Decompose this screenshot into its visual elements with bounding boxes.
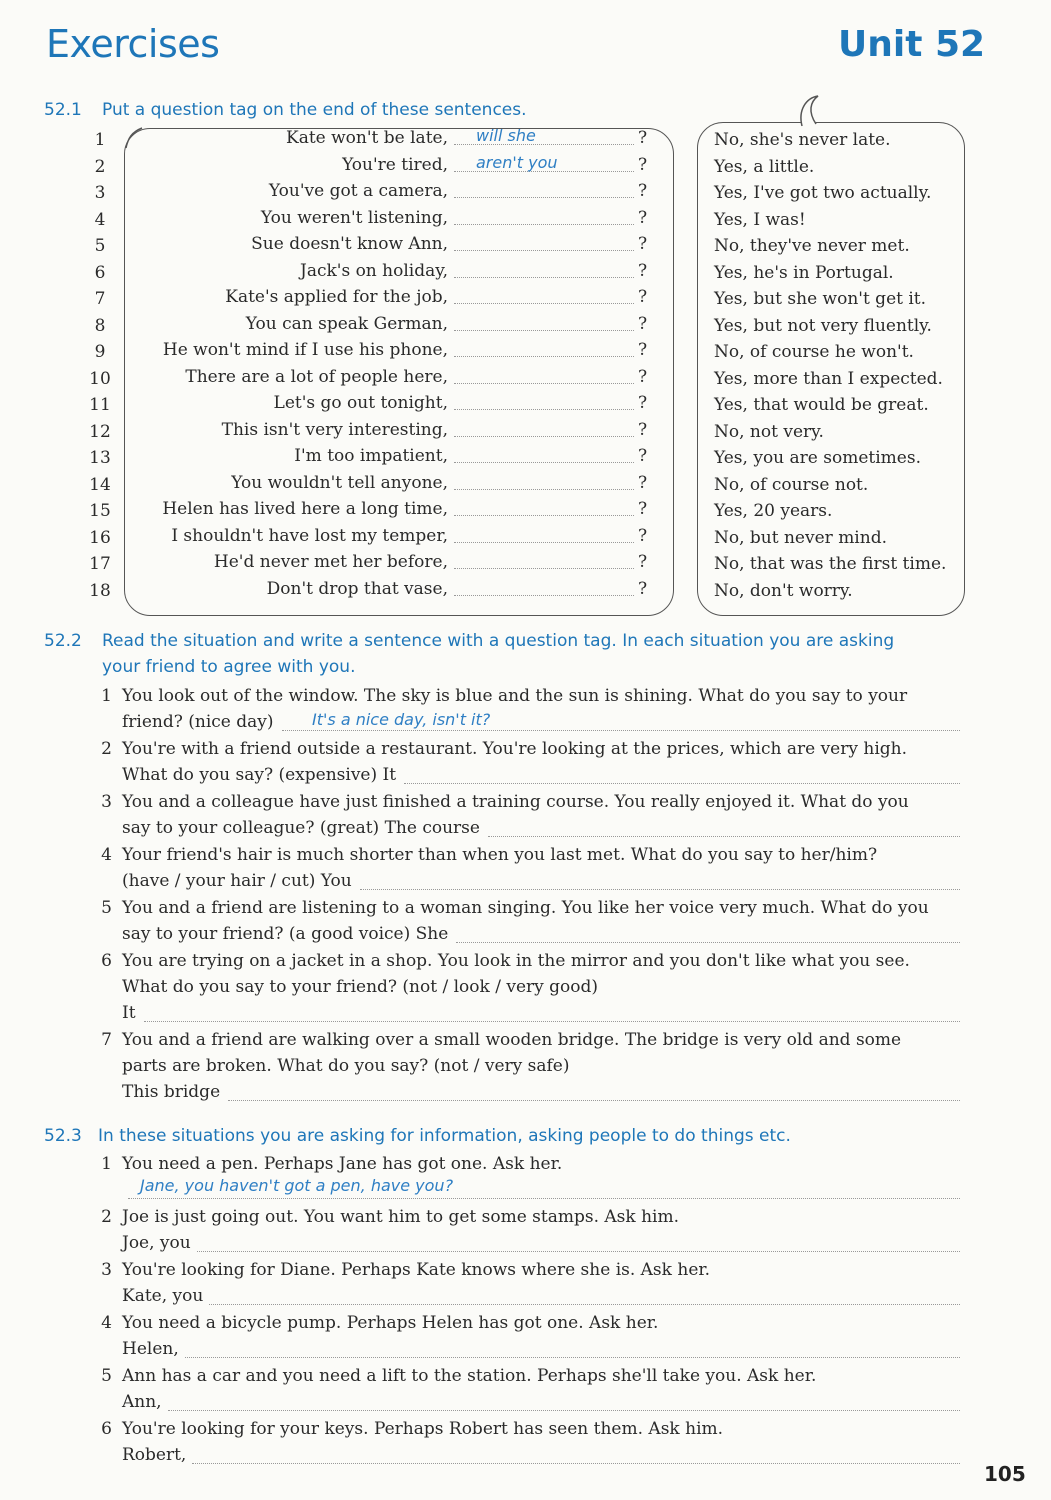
item-number: 8 [94,315,106,336]
tag-row [80,393,680,419]
exercise-instruction: Put a question tag on the end of these sentences. [102,100,527,120]
item-number: 18 [89,580,111,601]
answer-text[interactable]: It's a nice day, isn't it? [312,710,491,729]
speech-tail-icon [780,92,840,132]
sentence-text: I'm too impatient, [294,446,448,466]
question-mark: ? [638,287,648,307]
question-mark: ? [638,578,648,599]
item-number: 9 [94,342,106,362]
answer-prefix: Joe, you [122,1233,191,1253]
answer-line[interactable] [168,1410,960,1411]
answer-line[interactable] [454,303,634,304]
exercise-number: 52.3 [44,1126,82,1146]
reply-text: Yes, 20 years. [714,501,833,521]
item-number: 5 [101,898,112,918]
situation-item [98,1030,960,1110]
item-number: 2 [94,156,106,177]
answer-line[interactable] [454,568,634,569]
item-number: 6 [101,1419,112,1439]
answer-line[interactable] [456,942,960,943]
item-number: 14 [89,474,111,495]
tag-row [80,499,680,525]
exercise-number: 52.2 [44,631,82,651]
sentence-text: You weren't listening, [260,207,448,228]
answer-line[interactable] [144,1021,960,1022]
item-number: 17 [89,554,111,574]
tag-row [80,208,680,234]
situation-prompt: say to your colleague? (great) The course [122,818,480,838]
reply-text: Yes, I was! [714,209,806,230]
answer-line[interactable] [454,515,634,516]
answer-line[interactable] [454,330,634,331]
sentence-text: Jack's on holiday, [300,260,448,281]
question-mark: ? [638,366,648,387]
tag-row [80,420,680,446]
page-title: Exercises [46,22,220,66]
item-number: 1 [101,686,112,706]
item-number: 4 [101,845,112,865]
item-number: 2 [101,739,112,759]
situation-text: You look out of the window. The sky is blue and the sun is shining. What do you say to your [122,686,908,706]
answer-line[interactable] [404,783,960,784]
item-number: 7 [94,289,106,309]
situation-text: You and a friend are walking over a small wooden bridge. The bridge is very old and some [122,1030,902,1050]
answer-prefix: Helen, [122,1339,179,1359]
question-mark: ? [638,472,648,493]
answer-line[interactable] [360,889,960,890]
reply-text: Yes, but not very fluently. [714,315,932,336]
item-number: 15 [89,501,111,521]
item-number: 4 [94,209,106,230]
answer-line[interactable] [454,383,634,384]
item-number: 6 [94,262,106,283]
situation-text: You're looking for Diane. Perhaps Kate knows where she is. Ask her. [122,1260,711,1280]
answer-line[interactable] [454,197,634,198]
reply-text: Yes, more than I expected. [714,368,943,389]
reply-text: No, that was the first time. [714,554,947,574]
answer-line[interactable] [488,836,960,837]
question-mark: ? [638,499,648,519]
question-mark: ? [638,552,648,572]
question-mark: ? [638,419,648,440]
item-number: 2 [101,1207,112,1227]
situation-text: You are trying on a jacket in a shop. You look in the mirror and you don't like what you see. [122,951,910,971]
item-number: 16 [89,527,111,548]
item-number: 3 [101,792,112,812]
situation-prompt: parts are broken. What do you say? (not / very safe) [122,1056,570,1076]
sentence-text: This isn't very interesting, [221,419,448,440]
tag-row [80,340,680,366]
tag-row [80,473,680,499]
item-number: 13 [89,448,111,468]
reply-text: No, don't worry. [714,580,853,601]
situation-text: You're looking for your keys. Perhaps Robert has seen them. Ask him. [122,1419,724,1439]
reply-text: Yes, but she won't get it. [714,289,927,309]
sentence-text: Let's go out tonight, [273,393,448,413]
reply-text: No, they've never met. [714,236,910,256]
sentence-text: You wouldn't tell anyone, [231,472,448,493]
answer-line[interactable] [128,1198,960,1199]
answer-prefix: Robert, [122,1445,187,1465]
question-mark: ? [638,313,648,334]
answer-prefix: This bridge [122,1082,221,1102]
answer-line[interactable] [197,1251,960,1252]
answer-line[interactable] [454,356,634,357]
sentence-text: He won't mind if I use his phone, [162,340,448,360]
exercise-instruction-continued: your friend to agree with you. [102,657,356,677]
reply-text: Yes, you are sometimes. [714,448,921,468]
answer-line[interactable] [185,1357,960,1358]
answer-line[interactable] [282,730,960,731]
answer-line[interactable] [454,462,634,463]
situation-text: You need a pen. Perhaps Jane has got one. Ask her. [122,1154,563,1174]
sentence-text: You're tired, [342,154,448,175]
sentence-text: Kate's applied for the job, [225,287,448,307]
tag-row [80,526,680,552]
reply-text: Yes, I've got two actually. [714,183,932,203]
situation-prompt: What do you say? (expensive) It [122,765,397,785]
answer-text[interactable]: aren't you [476,152,558,172]
answer-line[interactable] [454,250,634,251]
sentence-text: You can speak German, [245,313,448,334]
item-number: 5 [101,1366,112,1386]
tag-row [80,152,680,181]
request-item [98,1419,960,1471]
tag-row [80,128,680,154]
answer-line[interactable] [454,436,634,437]
answer-line[interactable] [209,1304,960,1305]
item-number: 1 [101,1154,112,1174]
question-mark: ? [638,181,648,201]
answer-line[interactable] [454,277,634,278]
question-mark: ? [638,207,648,228]
item-number: 12 [89,421,111,442]
tag-row [80,261,680,287]
exercise-instruction: In these situations you are asking for information, asking people to do things etc. [98,1126,791,1146]
exercise-number: 52.1 [44,100,82,120]
answer-prefix: Ann, [122,1392,162,1412]
sentence-text: Sue doesn't know Ann, [251,234,448,254]
tag-row [80,287,680,313]
question-mark: ? [638,393,648,413]
answer-prefix: It [122,1003,136,1023]
answer-line[interactable] [192,1463,960,1464]
tag-row [80,314,680,340]
sentence-text: Don't drop that vase, [266,578,448,599]
item-number: 6 [101,951,112,971]
answer-line[interactable] [454,489,634,490]
reply-text: No, of course he won't. [714,342,914,362]
question-mark: ? [638,446,648,466]
item-number: 5 [94,236,106,256]
unit-label: Unit 52 [838,24,986,65]
tag-row [80,552,680,578]
request-item [98,1313,960,1365]
sentence-text: Helen has lived here a long time, [162,499,448,519]
answer-text[interactable]: Jane, you haven't got a pen, have you? [140,1176,454,1195]
answer-line[interactable] [228,1100,960,1101]
question-mark: ? [638,234,648,254]
reply-text: No, she's never late. [714,130,891,150]
situation-text: You need a bicycle pump. Perhaps Helen has got one. Ask her. [122,1313,659,1333]
item-number: 7 [101,1030,112,1050]
sentence-text: I shouldn't have lost my temper, [171,525,448,546]
item-number: 3 [94,183,106,203]
question-mark: ? [638,340,648,360]
reply-text: No, not very. [714,421,824,442]
answer-line[interactable] [454,542,634,543]
situation-prompt: friend? (nice day) [122,712,274,732]
situation-text: Ann has a car and you need a lift to the station. Perhaps she'll take you. Ask her. [122,1366,817,1386]
reply-text: No, of course not. [714,474,869,495]
item-number: 4 [101,1313,112,1333]
page-number: 105 [984,1462,1026,1486]
sentence-text: He'd never met her before, [213,552,448,572]
exercise-instruction: Read the situation and write a sentence with a question tag. In each situation you are asking [102,631,895,651]
question-mark: ? [638,128,648,148]
item-number: 3 [101,1260,112,1280]
situation-prompt: What do you say to your friend? (not / look / very good) [122,977,599,997]
request-item [98,1207,960,1259]
situation-text: Joe is just going out. You want him to get some stamps. Ask him. [122,1207,680,1227]
situation-text: You're with a friend outside a restaurant. You're looking at the prices, which are very high. [122,739,907,759]
request-item [98,1366,960,1418]
situation-prompt: (have / your hair / cut) You [122,871,352,891]
item-number: 11 [89,395,111,415]
request-item [98,1154,960,1206]
sentence-text: You've got a camera, [268,181,448,201]
situation-item [98,951,960,1031]
question-mark: ? [638,260,648,281]
tag-row [80,234,680,260]
situation-prompt: say to your friend? (a good voice) She [122,924,449,944]
reply-text: Yes, he's in Portugal. [714,262,894,283]
request-item [98,1260,960,1312]
sentence-text: There are a lot of people here, [185,366,448,387]
tag-row [80,446,680,472]
tag-row [80,367,680,393]
sentence-text: Kate won't be late, [286,128,448,148]
reply-text: No, but never mind. [714,527,887,548]
answer-text[interactable]: will she [476,126,536,145]
answer-line[interactable] [454,409,634,410]
item-number: 1 [94,130,106,150]
tag-row [80,579,680,605]
situation-text: You and a friend are listening to a woman singing. You like her voice very much. What do you [122,898,929,918]
question-mark: ? [638,154,648,175]
reply-text: Yes, a little. [714,156,815,177]
question-mark: ? [638,525,648,546]
answer-prefix: Kate, you [122,1286,204,1306]
tag-row [80,181,680,207]
situation-text: You and a colleague have just finished a training course. You really enjoyed it. What do you [122,792,909,812]
item-number: 10 [89,368,111,389]
situation-text: Your friend's hair is much shorter than when you last met. What do you say to her/him? [122,845,878,865]
answer-line[interactable] [454,224,634,225]
reply-text: Yes, that would be great. [714,395,929,415]
answer-line[interactable] [454,595,634,596]
